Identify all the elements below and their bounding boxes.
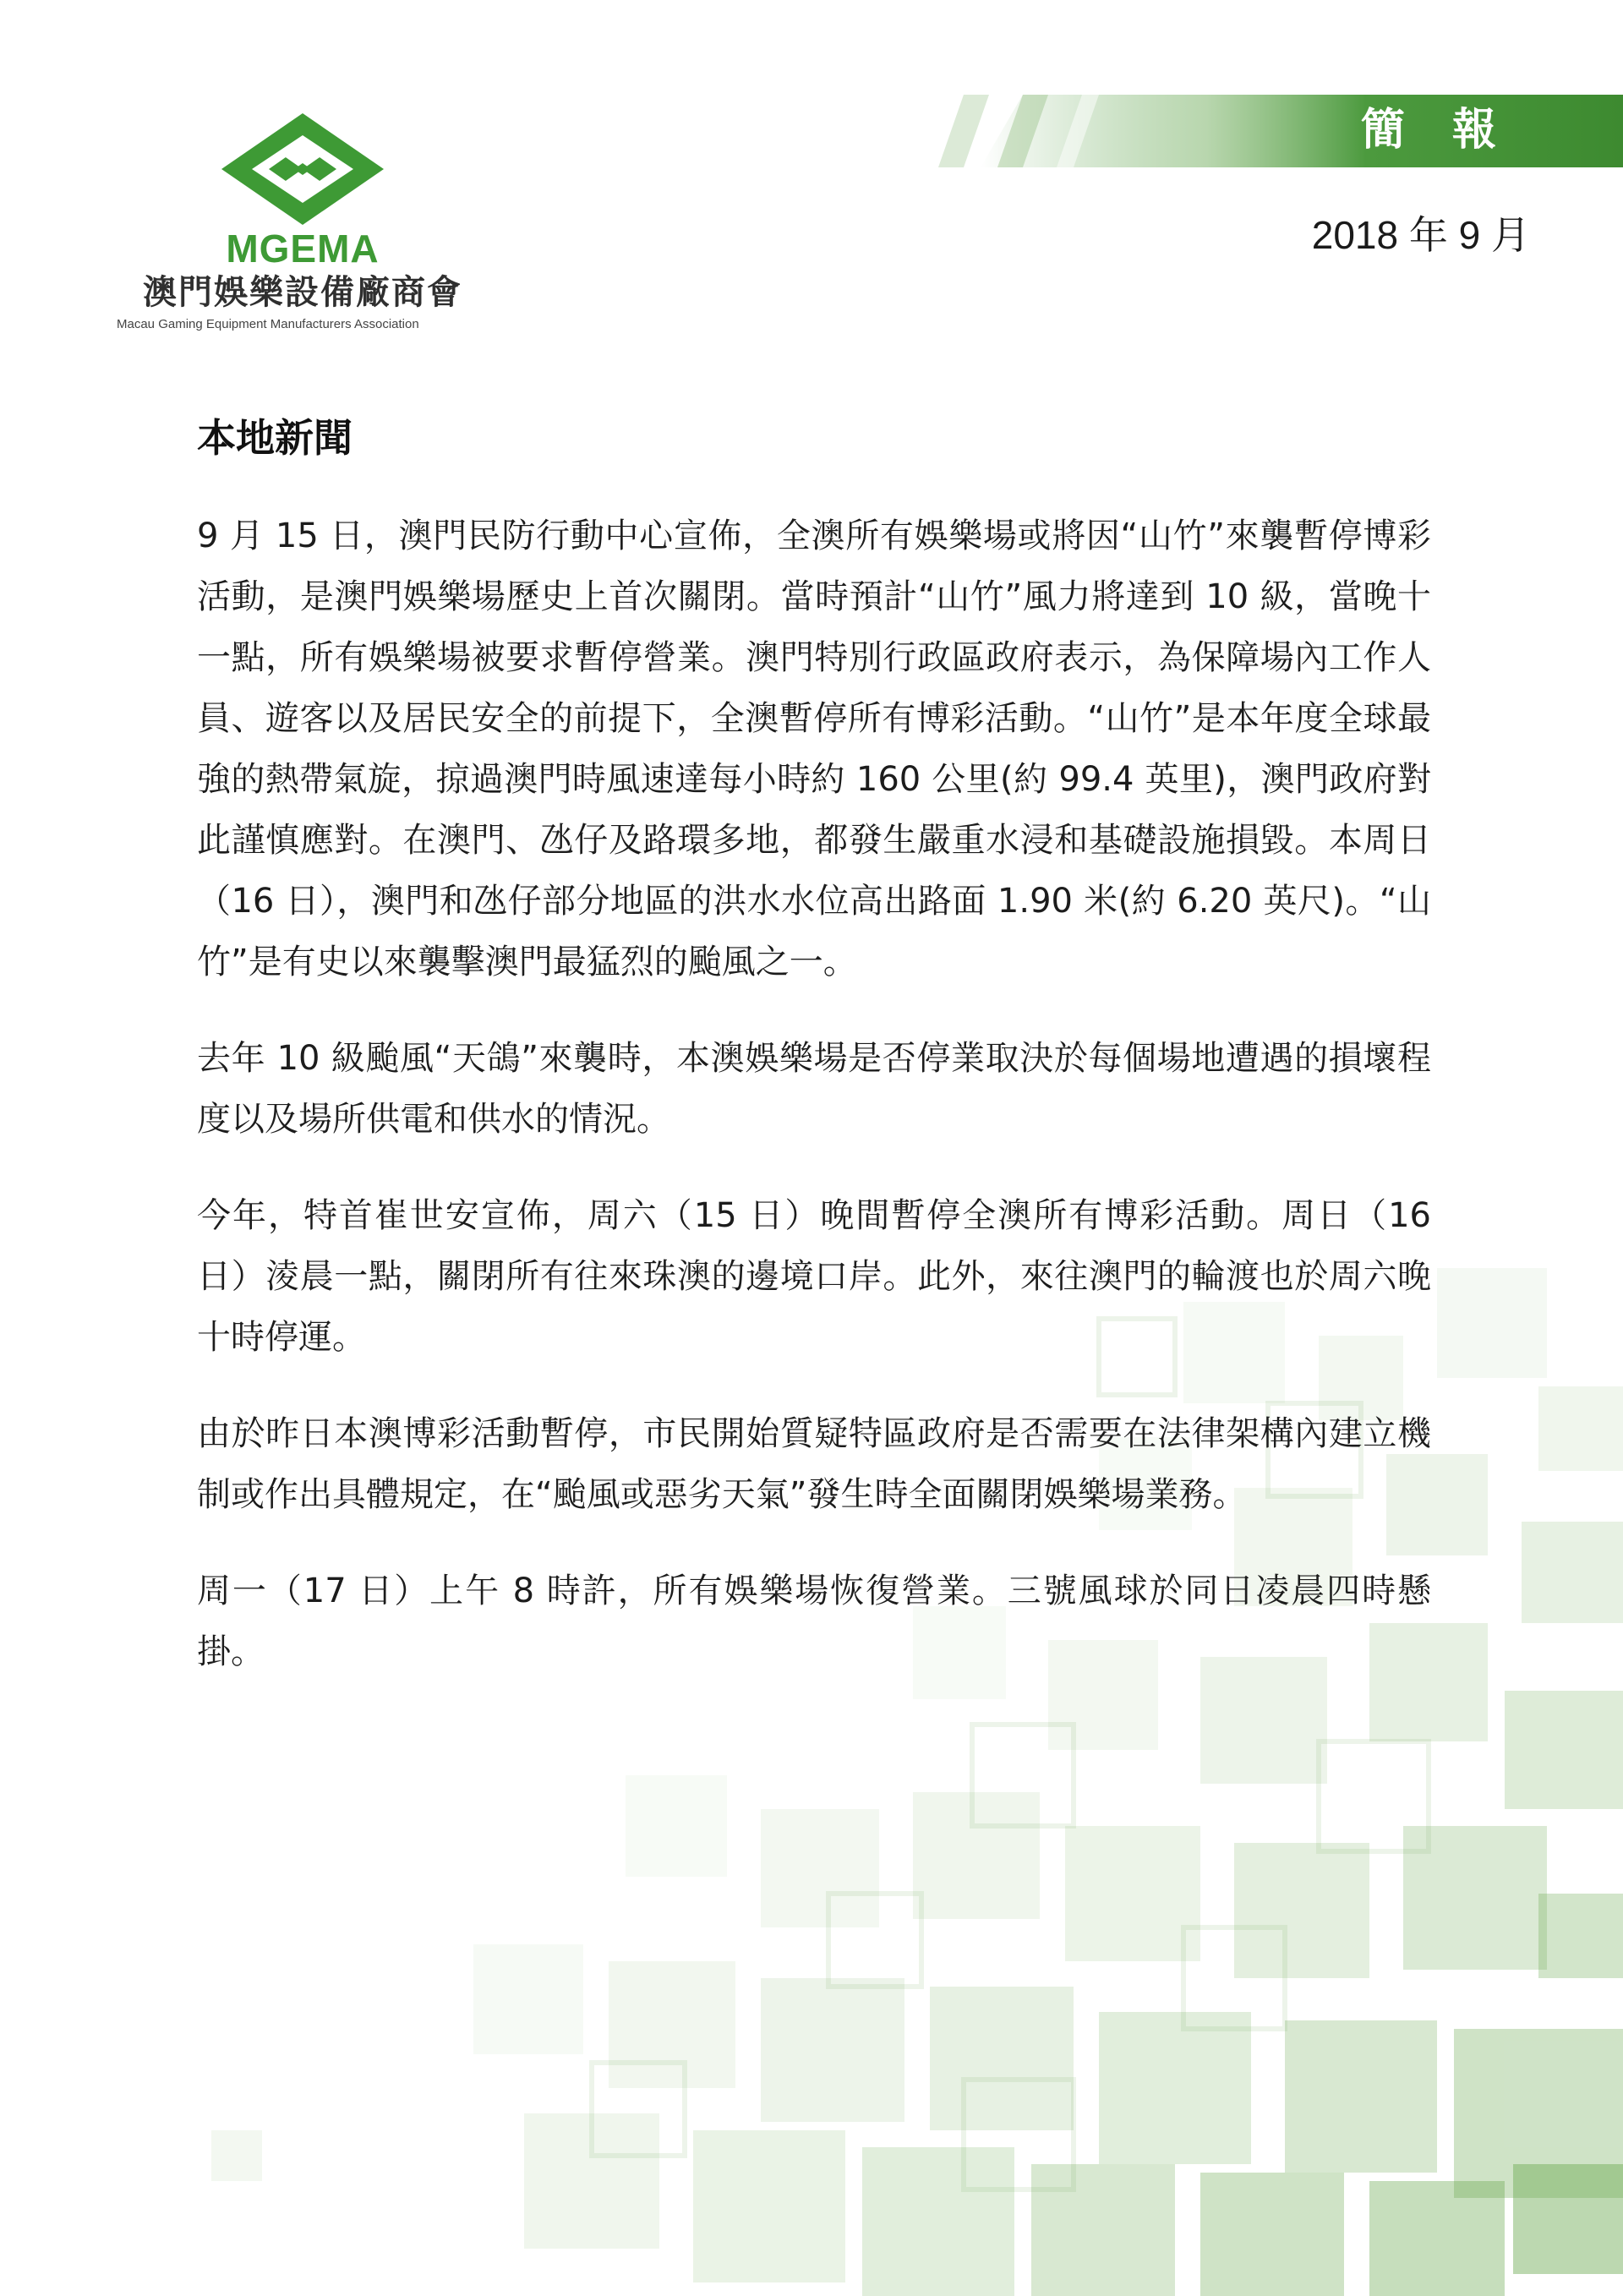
decor-square	[1099, 2012, 1251, 2164]
paragraph: 周一（17 日）上午 8 時許，所有娛樂場恢復營業。三號風球於同日凌晨四時懸掛。	[197, 1572, 1431, 1671]
logo-chinese-name: 澳門娛樂設備廠商會	[143, 273, 462, 312]
document-date: 2018 年 9 月	[1311, 213, 1530, 257]
decor-square	[1522, 1522, 1623, 1623]
decor-square	[1437, 1268, 1547, 1378]
document-body	[197, 411, 1431, 1718]
logo-english-name: Macau Gaming Equipment Manufacturers Association	[117, 317, 419, 331]
decor-square	[609, 1961, 735, 2088]
decor-square	[913, 1792, 1040, 1919]
paragraph: 由於昨日本澳博彩活動暫停，市民開始質疑特區政府是否需要在法律架構內建立機制或作出具體規定，在“颱風或惡劣天氣”發生時全面關閉娛樂場業務。	[197, 1414, 1431, 1514]
decor-square	[1538, 1386, 1623, 1471]
banner-label: 簡報	[1361, 105, 1544, 156]
decor-square	[1369, 2181, 1505, 2296]
paragraph: 9 月 15 日，澳門民防行動中心宣佈，全澳所有娛樂場或將因“山竹”來襲暫停博彩活動，是澳門娛樂場歷史上首次關閉。當時預計“山竹”風力將達到 10 級，當晚十一點，所有娛樂場被要求暫停營業。澳門特別行政區政府表示，為保障場內工作人員、遊客以及居民安全的前提下，全澳暫停所有博彩活動。“山竹”是本年度全球最強的熱帶氣旋，掠過澳門時風速達每小時約 160 公里(約 99.4 英里)，澳門政府對此謹慎應對。在澳門、氹仔及路環多地，都發生嚴重水浸和基礎設施損毀。本周日（16 日），澳門和氹仔部分地區的洪水水位高出路面 1.90 米(約 6.20 英尺)。“山竹”是有史以來襲擊澳門最猛烈的颱風之一。	[197, 517, 1431, 981]
decor-square	[1513, 2164, 1623, 2274]
decor-square	[761, 1978, 904, 2122]
decor-square	[761, 1809, 879, 1927]
decor-square	[211, 2130, 262, 2181]
paragraph: 去年 10 級颱風“天鴿”來襲時，本澳娛樂場是否停業取決於每個場地遭遇的損壞程度以及場所供電和供水的情況。	[197, 1039, 1431, 1139]
organization-logo	[117, 110, 489, 347]
decor-square	[862, 2147, 1014, 2296]
decor-square	[473, 1944, 583, 2054]
decor-square	[1285, 2020, 1437, 2173]
logo-acronym: MGEMA	[226, 227, 380, 271]
section-title: 本地新聞	[197, 415, 352, 461]
decor-square	[1505, 1691, 1623, 1809]
decor-square	[1200, 2173, 1344, 2296]
decor-square	[1234, 1843, 1369, 1978]
decor-square	[1065, 1826, 1200, 1961]
decor-square	[1538, 1894, 1623, 1978]
paragraph: 今年，特首崔世安宣佈，周六（15 日）晚間暫停全澳所有博彩活動。周日（16 日）淩晨一點，關閉所有往來珠澳的邊境口岸。此外，來往澳門的輪渡也於周六晚十時停運。	[197, 1196, 1431, 1357]
decor-square	[626, 1775, 727, 1877]
decor-square	[1031, 2164, 1175, 2296]
decor-square	[930, 1987, 1074, 2130]
mgema-diamond-logo-icon	[210, 110, 396, 228]
decor-square	[1403, 1826, 1547, 1970]
decor-square	[693, 2130, 845, 2282]
